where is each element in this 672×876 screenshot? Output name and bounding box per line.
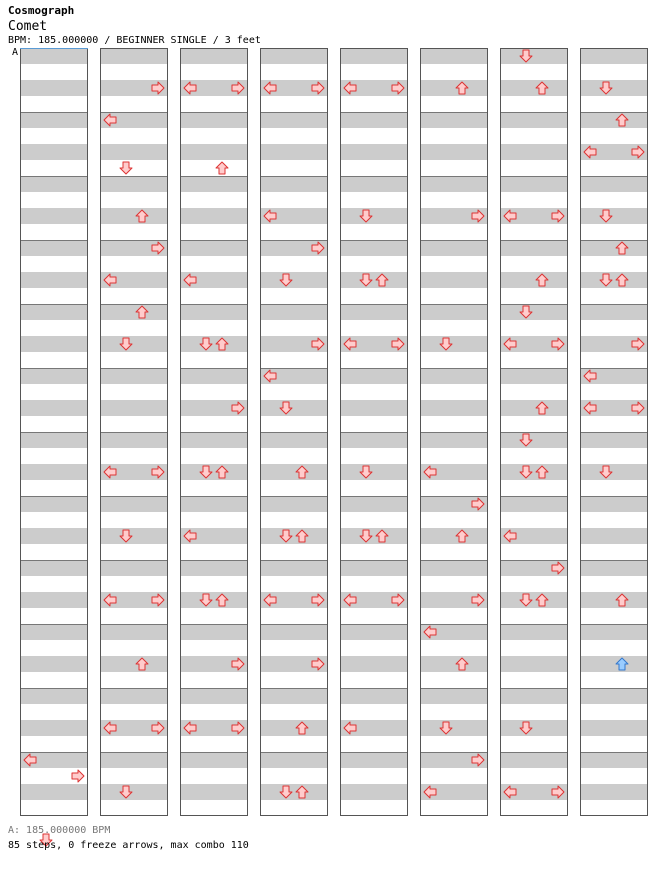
- beat-band: [100, 48, 168, 64]
- beat-band: [500, 304, 568, 320]
- beat-band: [420, 112, 488, 128]
- beat-band: [20, 240, 88, 256]
- footer-bpm: A: 185.000000 BPM: [8, 825, 111, 836]
- beat-band: [500, 720, 568, 736]
- beat-band: [340, 688, 408, 704]
- beat-band: [580, 48, 648, 64]
- beat-band: [420, 336, 488, 352]
- beat-band: [500, 688, 568, 704]
- beat-band: [580, 208, 648, 224]
- beat-band: [260, 272, 328, 288]
- beat-band: [420, 432, 488, 448]
- beat-band: [260, 624, 328, 640]
- beat-band: [260, 496, 328, 512]
- beat-band: [20, 592, 88, 608]
- beat-band: [260, 112, 328, 128]
- beat-band: [260, 560, 328, 576]
- artist-name: Cosmograph: [8, 4, 75, 17]
- beat-band: [180, 688, 248, 704]
- beat-band: [20, 304, 88, 320]
- beat-band: [20, 624, 88, 640]
- beat-band: [260, 176, 328, 192]
- chart-column: [500, 48, 568, 816]
- chart-column: [260, 48, 328, 816]
- beat-band: [340, 112, 408, 128]
- beat-band: [340, 496, 408, 512]
- beat-band: [20, 368, 88, 384]
- beat-band: [340, 752, 408, 768]
- beat-band: [580, 272, 648, 288]
- chart-column: [420, 48, 488, 816]
- beat-band: [180, 464, 248, 480]
- beat-band: [20, 208, 88, 224]
- beat-band: [500, 112, 568, 128]
- beat-band: [500, 432, 568, 448]
- beat-band: [180, 176, 248, 192]
- song-title: Comet: [8, 19, 48, 34]
- beat-band: [180, 144, 248, 160]
- beat-band: [340, 144, 408, 160]
- beat-band: [420, 272, 488, 288]
- beat-band: [340, 48, 408, 64]
- beat-band: [420, 528, 488, 544]
- beat-band: [20, 176, 88, 192]
- beat-band: [260, 784, 328, 800]
- beat-band: [500, 624, 568, 640]
- beat-band: [340, 464, 408, 480]
- beat-band: [580, 784, 648, 800]
- beat-band: [340, 176, 408, 192]
- beat-band: [20, 432, 88, 448]
- beat-band: [20, 48, 88, 64]
- beat-band: [340, 624, 408, 640]
- beat-band: [180, 368, 248, 384]
- chart-column: [20, 48, 88, 816]
- beat-band: [340, 528, 408, 544]
- beat-band: [580, 560, 648, 576]
- beat-band: [420, 560, 488, 576]
- beat-band: [580, 432, 648, 448]
- beat-band: [180, 784, 248, 800]
- beat-band: [340, 304, 408, 320]
- beat-band: [340, 240, 408, 256]
- beat-band: [180, 336, 248, 352]
- beat-band: [420, 368, 488, 384]
- chart-info: BPM: 185.000000 / BEGINNER SINGLE / 3 feet: [8, 35, 261, 46]
- beat-band: [500, 80, 568, 96]
- beat-band: [500, 176, 568, 192]
- beat-band: [500, 368, 568, 384]
- beat-band: [260, 48, 328, 64]
- bpm-change-line: [20, 48, 88, 49]
- beat-band: [580, 240, 648, 256]
- beat-band: [180, 240, 248, 256]
- beat-band: [580, 176, 648, 192]
- beat-band: [580, 592, 648, 608]
- chart-column: [100, 48, 168, 816]
- beat-band: [100, 368, 168, 384]
- beat-band: [100, 304, 168, 320]
- beat-band: [180, 48, 248, 64]
- beat-band: [180, 752, 248, 768]
- beat-band: [20, 336, 88, 352]
- beat-band: [420, 304, 488, 320]
- beat-band: [340, 208, 408, 224]
- beat-band: [580, 688, 648, 704]
- footer-stats: 85 steps, 0 freeze arrows, max combo 110: [8, 840, 249, 851]
- beat-band: [100, 784, 168, 800]
- beat-band: [580, 624, 648, 640]
- beat-band: [500, 400, 568, 416]
- chart-column: [180, 48, 248, 816]
- beat-band: [20, 112, 88, 128]
- beat-band: [180, 112, 248, 128]
- beat-band: [340, 368, 408, 384]
- beat-band: [340, 560, 408, 576]
- beat-band: [100, 144, 168, 160]
- beat-band: [20, 272, 88, 288]
- beat-band: [180, 560, 248, 576]
- beat-band: [100, 624, 168, 640]
- beat-band: [100, 496, 168, 512]
- beat-band: [20, 528, 88, 544]
- beat-band: [260, 720, 328, 736]
- beat-band: [420, 80, 488, 96]
- beat-band: [260, 752, 328, 768]
- beat-band: [100, 560, 168, 576]
- beat-band: [420, 240, 488, 256]
- beat-band: [180, 592, 248, 608]
- beat-band: [500, 464, 568, 480]
- beat-band: [20, 144, 88, 160]
- beat-band: [100, 528, 168, 544]
- beat-band: [100, 432, 168, 448]
- beat-band: [260, 528, 328, 544]
- beat-band: [20, 656, 88, 672]
- beat-band: [420, 144, 488, 160]
- beat-band: [500, 144, 568, 160]
- beat-band: [500, 752, 568, 768]
- beat-band: [260, 304, 328, 320]
- beat-band: [580, 496, 648, 512]
- beat-band: [260, 144, 328, 160]
- beat-band: [20, 496, 88, 512]
- beat-band: [260, 400, 328, 416]
- beat-band: [180, 432, 248, 448]
- beat-band: [100, 208, 168, 224]
- beat-band: [100, 656, 168, 672]
- beat-band: [420, 688, 488, 704]
- beat-band: [580, 80, 648, 96]
- beat-band: [340, 400, 408, 416]
- beat-band: [420, 720, 488, 736]
- beat-band: [20, 720, 88, 736]
- beat-band: [20, 464, 88, 480]
- beat-band: [500, 592, 568, 608]
- beat-band: [580, 464, 648, 480]
- beat-band: [180, 304, 248, 320]
- beat-band: [420, 656, 488, 672]
- beat-band: [580, 752, 648, 768]
- beat-band: [100, 688, 168, 704]
- beat-band: [500, 240, 568, 256]
- beat-band: [500, 656, 568, 672]
- beat-band: [260, 464, 328, 480]
- beat-band: [340, 272, 408, 288]
- beat-band: [20, 80, 88, 96]
- beat-band: [260, 688, 328, 704]
- beat-band: [580, 112, 648, 128]
- beat-band: [420, 400, 488, 416]
- beat-band: [500, 48, 568, 64]
- beat-band: [180, 208, 248, 224]
- beat-band: [260, 432, 328, 448]
- beat-band: [20, 784, 88, 800]
- beat-band: [340, 656, 408, 672]
- beat-band: [580, 656, 648, 672]
- beat-band: [500, 496, 568, 512]
- beat-band: [100, 400, 168, 416]
- chart-column: [580, 48, 648, 816]
- beat-band: [180, 624, 248, 640]
- beat-band: [580, 720, 648, 736]
- beat-band: [100, 336, 168, 352]
- beat-band: [340, 784, 408, 800]
- beat-band: [420, 176, 488, 192]
- beat-band: [20, 688, 88, 704]
- beat-band: [100, 752, 168, 768]
- beat-band: [100, 176, 168, 192]
- beat-band: [340, 432, 408, 448]
- beat-band: [500, 272, 568, 288]
- beat-band: [580, 528, 648, 544]
- beat-band: [20, 560, 88, 576]
- beat-band: [180, 496, 248, 512]
- beat-band: [580, 304, 648, 320]
- chart-column: [340, 48, 408, 816]
- beat-band: [420, 48, 488, 64]
- beat-band: [20, 400, 88, 416]
- bpm-marker-label: A: [12, 47, 19, 58]
